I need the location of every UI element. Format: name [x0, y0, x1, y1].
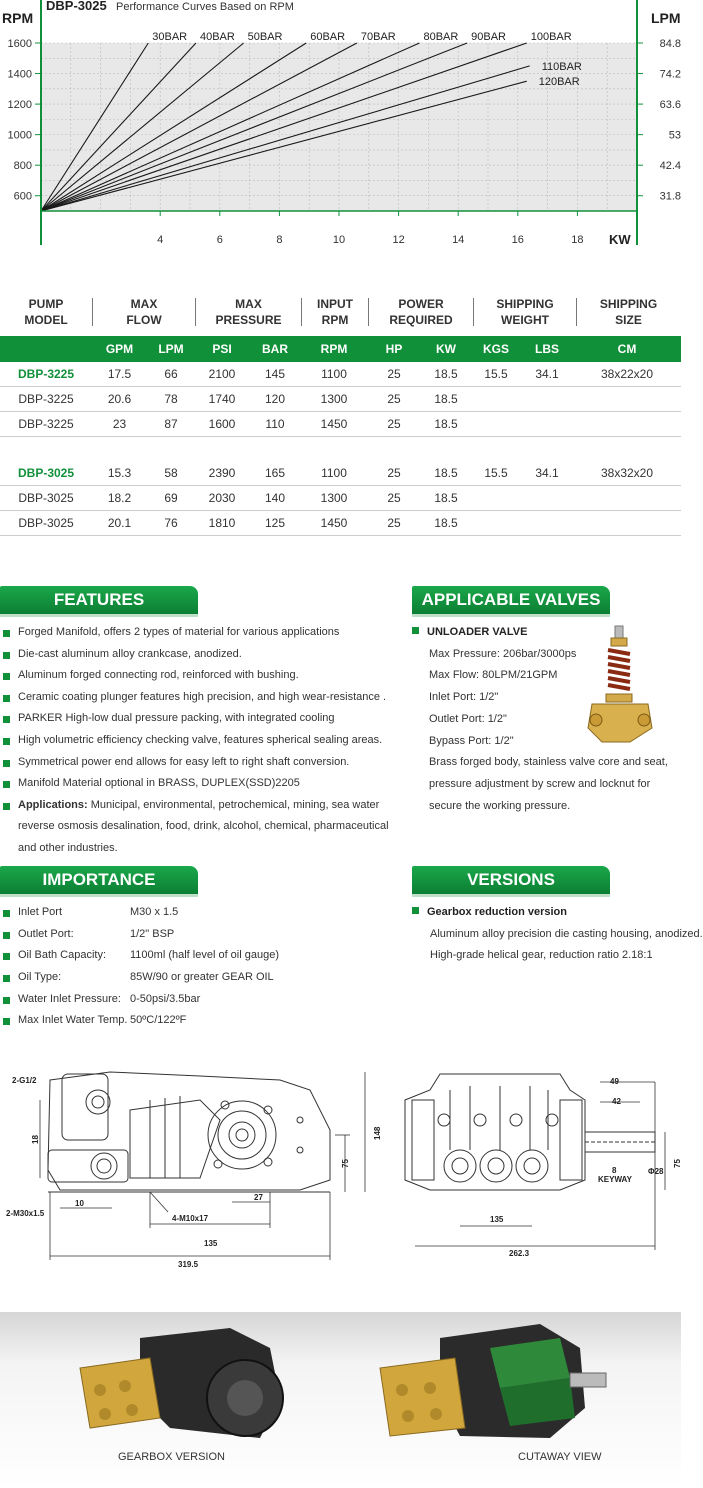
dim-135-right: 135 [490, 1215, 504, 1224]
table-cell: 34.1 [535, 367, 559, 381]
bullet-icon [3, 781, 10, 788]
chart-subtitle: Performance Curves Based on RPM [116, 1, 294, 13]
model-cell: DBP-3025 [18, 516, 74, 530]
unit-hp: HP [385, 342, 403, 356]
dim-g12: 2-G1/2 [12, 1076, 37, 1085]
features-banner: FEATURES [0, 586, 198, 614]
valve-line: pressure adjustment by screw and locknut for [429, 777, 651, 790]
header-shipping-size: SHIPPING SIZE [599, 297, 658, 327]
table-cell: 1100 [321, 367, 347, 381]
unloader-valve-image [582, 624, 662, 754]
x-tick-label: 18 [571, 234, 584, 246]
front-view-drawing [405, 1074, 655, 1190]
versions-heading: Gearbox reduction version [412, 902, 680, 924]
table-cell: 2030 [208, 491, 236, 505]
table-cell: 1450 [320, 516, 348, 530]
versions-line: High-grade helical gear, reduction ratio 2.18:1 [430, 949, 653, 962]
dim-2623: 262.3 [509, 1249, 530, 1258]
unit-rpm: RPM [320, 342, 348, 356]
unit-psi: PSI [212, 342, 232, 356]
spec-table [0, 288, 681, 536]
dim-49: 49 [610, 1077, 619, 1086]
x-tick-label: 6 [216, 234, 223, 246]
dim-75-left: 75 [341, 1159, 350, 1168]
unit-kw: KW [436, 342, 456, 356]
applications-item: Applications: Municipal, environmental, petrochemical, mining, sea water reverse osmosis desalination, food, drink, alcohol, chemical, pharmaceutical and other industries. [0, 795, 400, 860]
bullet-icon [3, 932, 10, 939]
table-header-row [0, 288, 681, 336]
table-cell: 20.1 [107, 516, 132, 530]
table-cell: 15.5 [484, 367, 508, 381]
unit-lbs: LBS [535, 342, 559, 356]
table-row [0, 461, 681, 486]
model-cell: DBP-3225 [18, 417, 74, 431]
unit-bar: BAR [262, 342, 288, 356]
table-cell: 66 [164, 367, 178, 381]
importance-banner: IMPORTANCE [0, 866, 198, 894]
y-right-tick-label: 53 [668, 129, 681, 142]
table-row [0, 387, 681, 412]
list-item: Die-cast aluminum alloy crankcase, anodized. [0, 644, 400, 666]
x-label: KW [609, 232, 631, 247]
unit-kgs: KGS [482, 342, 509, 356]
bullet-icon [3, 738, 10, 745]
bullet-icon [3, 1018, 10, 1025]
y-right-tick-label: 42.4 [659, 160, 681, 173]
valve-line: Max Pressure: 206bar/3000ps [429, 647, 577, 660]
curve-label: 80BAR [423, 31, 459, 43]
y-left-tick-label: 1200 [7, 99, 32, 112]
bullet-icon [3, 716, 10, 723]
features-list [0, 622, 400, 860]
x-tick-label: 14 [452, 234, 465, 246]
y-right-tick-label: 63.6 [659, 99, 681, 112]
units-row [0, 336, 681, 362]
unit-lpm: LPM [158, 342, 184, 356]
dim-m10: 4-M10x17 [172, 1214, 209, 1223]
dim-10: 10 [75, 1199, 84, 1208]
curve-label: 30BAR [152, 31, 188, 43]
y-left-tick-label: 600 [13, 190, 32, 203]
dim-8: 8 [612, 1166, 617, 1175]
bullet-icon [3, 652, 10, 659]
valve-line: secure the working pressure. [429, 799, 571, 812]
table-cell: 125 [264, 516, 286, 530]
curve-label: 120BAR [538, 76, 580, 89]
y-left-tick-label: 800 [13, 160, 32, 173]
bullet-icon [3, 630, 10, 637]
header-shipping-weight: SHIPPING WEIGHT [496, 297, 554, 327]
table-cell: 15.5 [484, 466, 508, 480]
versions-text [412, 902, 703, 967]
applications-label: Applications: [18, 798, 88, 811]
table-cell: 25 [387, 516, 401, 530]
list-item: Aluminum forged connecting rod, reinforced with bushing. [0, 665, 400, 687]
curve-label: 90BAR [471, 31, 506, 43]
table-cell: 1100 [321, 466, 347, 480]
table-cell: 25 [387, 367, 401, 381]
curve-label: 110BAR [541, 60, 582, 73]
list-item: Manifold Material optional in BRASS, DUPLEX(SSD)2205 [0, 773, 400, 795]
list-item: PARKER High-low dual pressure packing, with integrated cooling [0, 708, 400, 730]
dim-phi28: Φ28 [648, 1167, 664, 1176]
valve-line: Bypass Port: 1/2" [429, 734, 514, 747]
table-cell: 2100 [208, 367, 236, 381]
bullet-icon [3, 760, 10, 767]
table-row [0, 486, 681, 511]
y-left-tick-label: 1400 [7, 68, 32, 81]
header-max-pressure: MAX PRESSURE [215, 297, 282, 327]
photo-band [0, 1312, 681, 1488]
x-tick-label: 10 [332, 234, 346, 246]
bullet-icon [412, 627, 419, 634]
table-cell: 25 [387, 417, 401, 431]
y-left-tick-label: 1600 [7, 38, 32, 50]
dim-keyway: KEYWAY [598, 1175, 632, 1184]
table-cell: 18.2 [107, 491, 132, 505]
bullet-icon [3, 975, 10, 982]
y-left-label: RPM [2, 10, 34, 26]
table-cell: 20.6 [107, 392, 132, 406]
list-item: Symmetrical power end allows for easy left to right shaft conversion. [0, 752, 400, 774]
list-item: High volumetric efficiency checking valve, features spherical sealing areas. [0, 730, 400, 752]
side-view-dimensions [40, 1072, 365, 1260]
table-cell: 78 [164, 392, 178, 406]
performance-chart-svg [0, 0, 681, 260]
y-right-tick-label: 31.8 [659, 190, 681, 203]
list-item: Forged Manifold, offers 2 types of material for various applications [0, 622, 400, 644]
table-cell: 18.5 [434, 491, 458, 505]
curve-label: 40BAR [199, 31, 235, 43]
curve-label: 50BAR [247, 31, 283, 43]
table-cell: 38x22x20 [600, 367, 654, 381]
table-cell: 15.3 [107, 466, 132, 480]
y-right-tick-label: 84.8 [659, 38, 681, 50]
table-cell: 110 [265, 417, 285, 431]
table-row [0, 412, 681, 437]
table-cell: 17.5 [107, 367, 132, 381]
table-cell: 18.5 [434, 367, 458, 381]
unit-cm: CM [617, 342, 637, 356]
gearbox-version-caption: GEARBOX VERSION [118, 1451, 225, 1463]
table-cell: 18.5 [434, 417, 458, 431]
unit-gpm: GPM [105, 342, 134, 356]
versions-line: Aluminum alloy precision die casting housing, anodized. [430, 927, 703, 940]
table-cell: 120 [264, 392, 286, 406]
dim-27: 27 [254, 1193, 263, 1202]
technical-drawing [0, 1060, 681, 1280]
dim-42: 42 [612, 1097, 621, 1106]
dim-3195: 319.5 [178, 1260, 199, 1269]
y-right-tick-label: 74.2 [659, 68, 681, 81]
table-cell: 25 [387, 392, 401, 406]
table-cell: 18.5 [434, 392, 458, 406]
dim-135-left: 135 [204, 1239, 218, 1248]
header-power-required: POWER REQUIRED [389, 297, 453, 327]
valve-heading: UNLOADER VALVE [412, 622, 680, 644]
y-left-tick-label: 1000 [7, 129, 32, 142]
table-cell: 38x32x20 [600, 466, 654, 480]
bullet-icon [3, 953, 10, 960]
table-cell: 2390 [208, 466, 236, 480]
table-cell: 18.5 [434, 466, 458, 480]
cutaway-view-caption: CUTAWAY VIEW [518, 1451, 602, 1463]
bullet-icon [412, 907, 419, 914]
table-cell: 140 [264, 491, 286, 505]
curve-label: 60BAR [310, 31, 346, 43]
table-cell: 1450 [320, 417, 348, 431]
cutaway-view-image [380, 1318, 610, 1448]
model-cell: DBP-3225 [18, 392, 74, 406]
model-cell: DBP-3225 [17, 367, 75, 381]
dim-75-right: 75 [673, 1159, 682, 1168]
bullet-icon [3, 695, 10, 702]
header-max-flow: MAX FLOW [126, 297, 162, 327]
performance-chart [0, 0, 681, 260]
dim-m30: 2-M30x1.5 [6, 1209, 45, 1218]
table-cell: 165 [264, 466, 286, 480]
table-cell: 69 [164, 491, 178, 505]
table-cell: 18.5 [434, 516, 458, 530]
table-cell: 145 [264, 367, 286, 381]
bullet-icon [3, 997, 10, 1004]
y-right-label: LPM [651, 10, 681, 26]
bullet-icon [3, 803, 10, 810]
x-tick-label: 8 [276, 234, 283, 246]
table-cell: 87 [164, 417, 178, 431]
table-cell: 58 [164, 466, 178, 480]
gearbox-version-image [80, 1318, 290, 1448]
side-view-drawing [48, 1072, 330, 1192]
curve-label: 100BAR [530, 31, 572, 43]
dim-148: 148 [373, 1126, 382, 1140]
table-cell: 25 [387, 491, 401, 505]
bullet-icon [3, 910, 10, 917]
valve-line: Inlet Port: 1/2" [429, 691, 499, 704]
x-tick-label: 4 [157, 234, 164, 246]
valves-banner: APPLICABLE VALVES [412, 586, 610, 614]
table-row [0, 362, 681, 387]
x-tick-label: 16 [511, 234, 524, 246]
versions-banner: VERSIONS [412, 866, 610, 894]
table-row [0, 511, 681, 536]
table-cell: 1740 [208, 392, 236, 406]
table-cell: 1300 [320, 491, 348, 505]
header-pump-model: PUMP MODEL [24, 297, 68, 327]
table-cell: 1300 [320, 392, 348, 406]
table-cell: 25 [387, 466, 401, 480]
valve-line: Outlet Port: 1/2" [429, 712, 507, 725]
table-cell: 1600 [208, 417, 236, 431]
table-cell: 76 [164, 516, 178, 530]
header-input-rpm: INPUT RPM [317, 297, 353, 327]
chart-title: DBP-3025 [46, 0, 107, 13]
table-cell: 23 [112, 417, 127, 431]
table-cell: 34.1 [535, 466, 559, 480]
model-cell: DBP-3025 [17, 466, 75, 480]
curve-label: 70BAR [360, 31, 396, 43]
valve-line: Brass forged body, stainless valve core and seat, [429, 756, 668, 769]
x-tick-label: 12 [392, 234, 405, 246]
bullet-icon [3, 673, 10, 680]
list-item: Ceramic coating plunger features high precision, and high wear-resistance . [0, 687, 400, 709]
table-gap [0, 437, 681, 461]
valve-line: Max Flow: 80LPM/21GPM [429, 669, 558, 682]
model-cell: DBP-3025 [18, 491, 74, 505]
dim-18: 18 [31, 1135, 40, 1144]
table-cell: 1810 [208, 516, 236, 530]
